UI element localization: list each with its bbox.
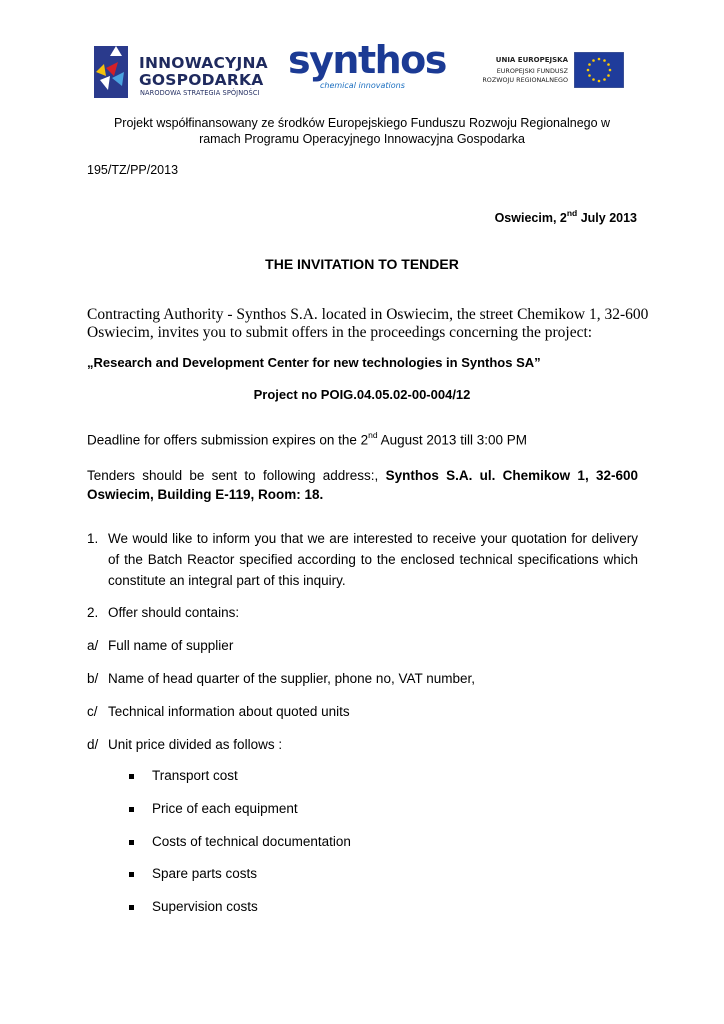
bullet-documentation-costs: Costs of technical documentation [152, 834, 351, 849]
item-1-line-1: We would like to inform you that we are interested to receive your quotation for delivery [108, 531, 638, 546]
item-1-line-3: constitute an integral part of this inquiry. [108, 573, 346, 588]
bullet-transport-cost: Transport cost [152, 768, 238, 783]
ig-logo-line1: INNOWACYJNA [139, 54, 268, 72]
ig-logo-subtitle: NARODOWA STRATEGIA SPÓJNOŚCI [140, 89, 260, 97]
eu-logo-line3: ROZWOJU REGIONALNEGO [482, 76, 568, 84]
subitem-a-label: a/ [87, 638, 99, 653]
document-title: THE INVITATION TO TENDER [265, 256, 459, 272]
eu-flag-icon [574, 52, 624, 88]
subitem-b-label: b/ [87, 671, 99, 686]
synthos-wordmark: synthos [288, 38, 446, 82]
synthos-tagline: chemical innovations [320, 81, 405, 90]
bullet-equipment-price: Price of each equipment [152, 801, 298, 816]
eu-logo-line2: EUROPEJSKI FUNDUSZ [496, 67, 568, 75]
bullet-icon [129, 774, 134, 779]
innowacyjna-gospodarka-logo [92, 42, 267, 98]
subitem-d-text: Unit price divided as follows : [108, 737, 283, 752]
ig-logo-line2: GOSPODARKA [139, 71, 264, 89]
item-1-number: 1. [87, 531, 99, 546]
intro-line-1: Contracting Authority - Synthos S.A. located in Oswiecim, the street Chemikow 1, 32-600 [87, 306, 649, 323]
subitem-a-text: Full name of supplier [108, 638, 234, 653]
bullet-icon [129, 807, 134, 812]
subitem-d-label: d/ [87, 737, 99, 752]
subitem-b-text: Name of head quarter of the supplier, phone no, VAT number, [108, 671, 475, 686]
synthos-logo [288, 38, 446, 100]
bullet-spare-parts-costs: Spare parts costs [152, 866, 258, 881]
ig-emblem-icon [92, 42, 130, 98]
eu-logo-line1: UNIA EUROPEJSKA [495, 56, 568, 64]
eu-fund-logo [476, 52, 624, 92]
bullet-icon [129, 872, 134, 877]
address-line-2: Oswiecim, Building E-119, Room: 18. [87, 487, 324, 502]
item-1-line-2: of the Batch Reactor specified according to the enclosed technical specifications which [108, 552, 638, 567]
document-date: Oswiecim, 2nd July 2013 [494, 208, 637, 226]
subitem-c-text: Technical information about quoted units [108, 704, 350, 719]
bullet-icon [129, 840, 134, 845]
bullet-supervision-costs: Supervision costs [152, 899, 258, 914]
project-name: „Research and Development Center for new technologies in Synthos SA” [87, 355, 541, 370]
bullet-icon [129, 905, 134, 910]
intro-line-2: Oswiecim, invites you to submit offers in the proceedings concerning the project: [87, 324, 593, 341]
item-2-number: 2. [87, 605, 99, 620]
project-number: Project no POIG.04.05.02-00-004/12 [253, 387, 471, 402]
cofinancing-line-1: Projekt współfinansowany ze środków Europejskiego Funduszu Rozwoju Regionalnego w [113, 116, 611, 130]
reference-number: 195/TZ/PP/2013 [87, 163, 179, 177]
deadline-text: Deadline for offers submission expires on the 2nd August 2013 till 3:00 PM [87, 430, 527, 448]
address-line-1: Tenders should be sent to following address:, Synthos S.A. ul. Chemikow 1, 32-600 [87, 468, 638, 483]
subitem-c-label: c/ [87, 704, 98, 719]
cofinancing-line-2: ramach Programu Operacyjnego Innowacyjna Gospodarka [199, 132, 525, 146]
item-2-text: Offer should contains: [108, 605, 240, 620]
